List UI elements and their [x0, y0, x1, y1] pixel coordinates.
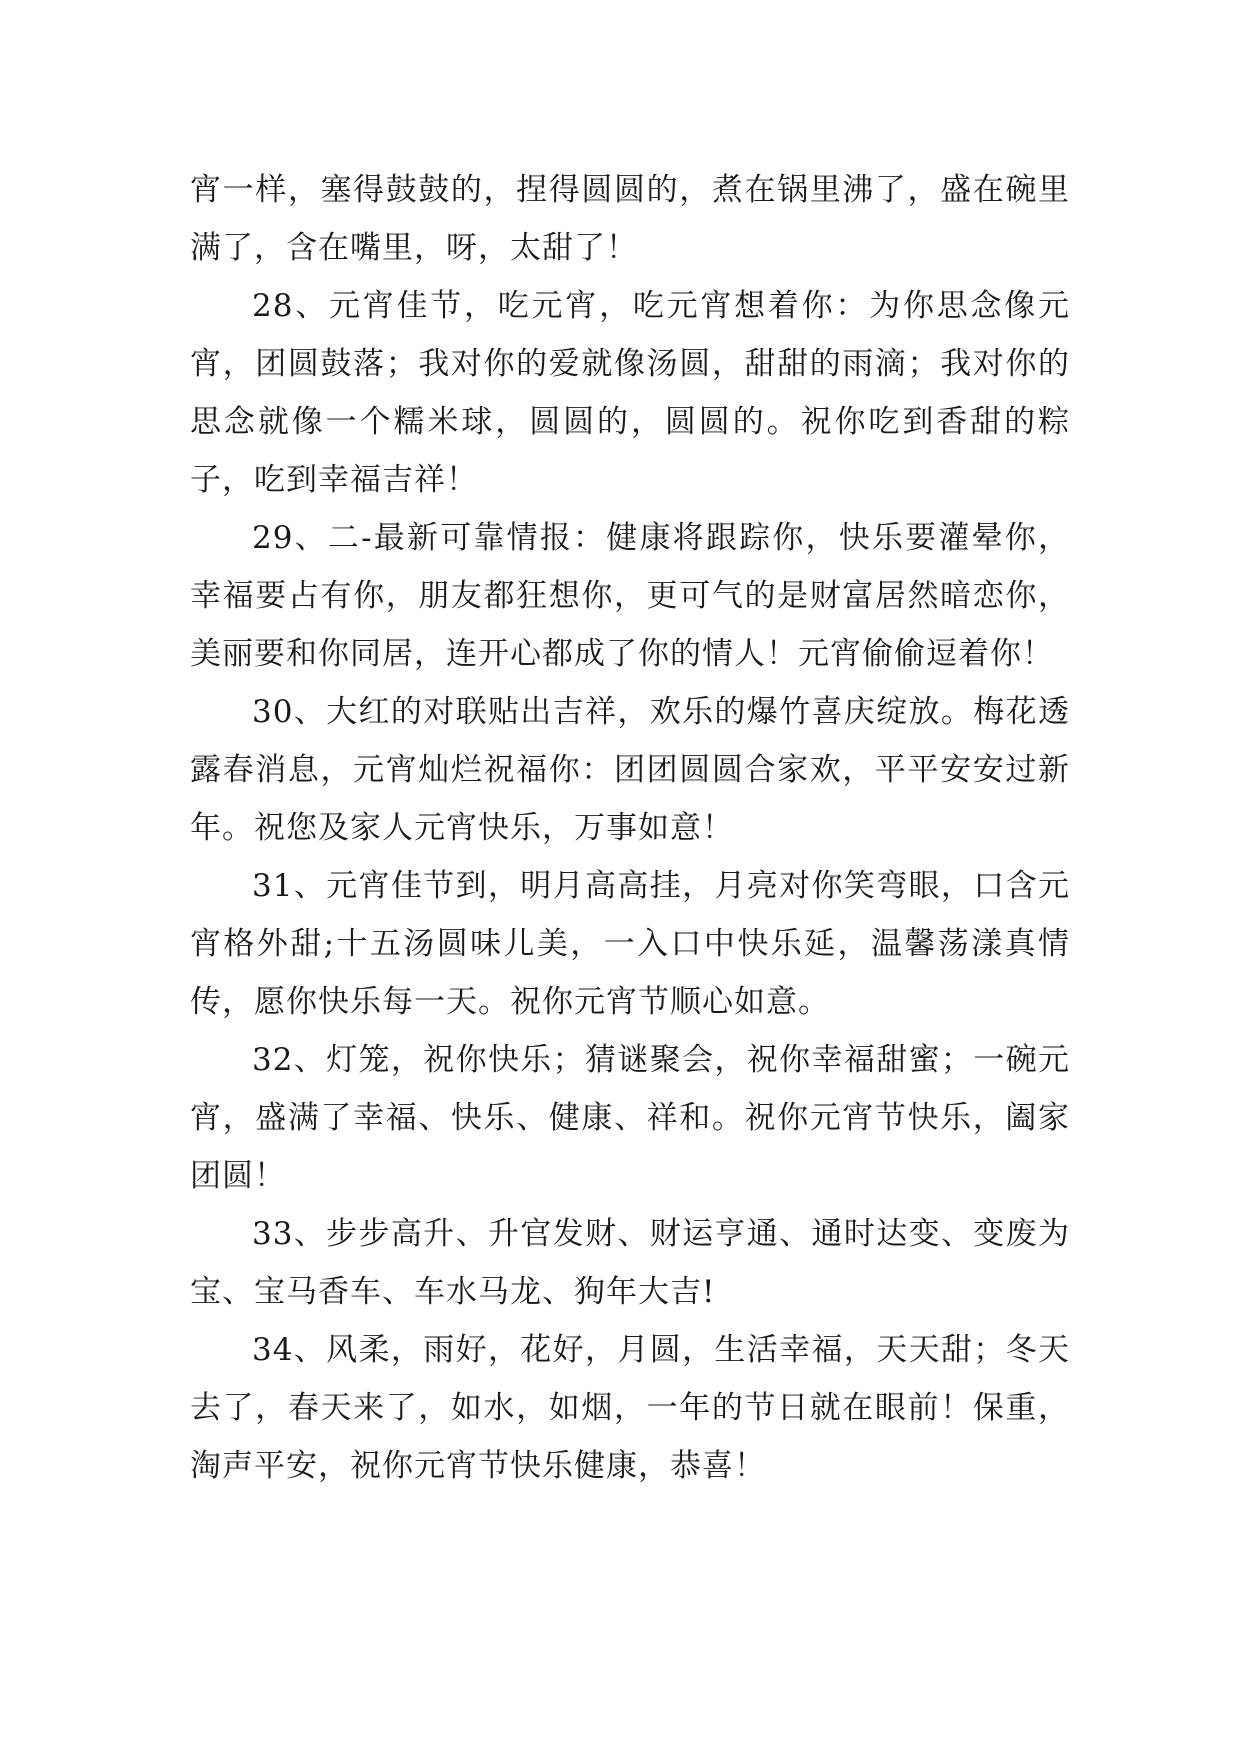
paragraph-34: 34、风柔，雨好，花好，月圆，生活幸福，天天甜；冬天去了，春天来了，如水，如烟，一年的节日就在眼前！保重，淘声平安，祝你元宵节快乐健康，恭喜！ [190, 1332, 1070, 1484]
paragraph-33: 33、步步高升、升官发财、财运亨通、通时达变、变废为宝、宝马香车、车水马龙、狗年大吉! [190, 1216, 1070, 1310]
paragraph-31: 31、元宵佳节到，明月高高挂，月亮对你笑弯眼，口含元宵格外甜;十五汤圆味儿美，一入口中快乐延，温馨荡漾真情传，愿你快乐每一天。祝你元宵节顺心如意。 [190, 868, 1070, 1020]
document-body [190, 161, 1070, 1495]
paragraph-27-continued: 宵一样，塞得鼓鼓的，捏得圆圆的，煮在锅里沸了，盛在碗里满了，含在嘴里，呀，太甜了！ [190, 172, 1070, 266]
paragraph-29: 29、二-最新可靠情报：健康将跟踪你，快乐要灌晕你，幸福要占有你，朋友都狂想你，更可气的是财富居然暗恋你，美丽要和你同居，连开心都成了你的情人！元宵偷偷逗着你！ [190, 520, 1070, 672]
paragraph-28: 28、元宵佳节，吃元宵，吃元宵想着你：为你思念像元宵，团圆鼓落；我对你的爱就像汤圆，甜甜的雨滴；我对你的思念就像一个糯米球，圆圆的，圆圆的。祝你吃到香甜的粽子，吃到幸福吉祥！ [190, 288, 1070, 498]
paragraph-30: 30、大红的对联贴出吉祥，欢乐的爆竹喜庆绽放。梅花透露春消息，元宵灿烂祝福你：团团圆圆合家欢，平平安安过新年。祝您及家人元宵快乐，万事如意！ [190, 694, 1070, 846]
paragraph-32: 32、灯笼，祝你快乐；猜谜聚会，祝你幸福甜蜜；一碗元宵，盛满了幸福、快乐、健康、祥和。祝你元宵节快乐，阖家团圆！ [190, 1042, 1070, 1194]
